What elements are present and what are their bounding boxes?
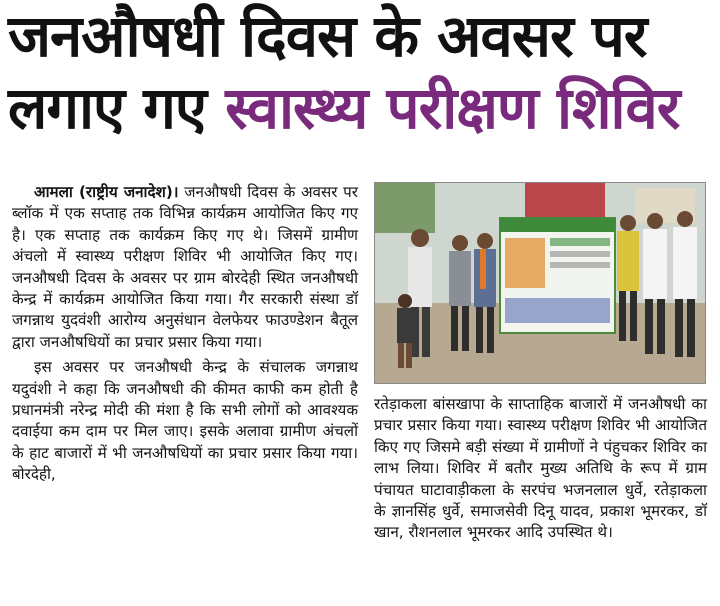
banner-text-line (550, 262, 610, 268)
banner-photo-strip (505, 298, 610, 323)
headline-line-2-highlight: स्वास्थ्य परीक्षण शिविर (225, 74, 680, 142)
banner-text-line (550, 238, 610, 246)
banner-orange-panel (505, 238, 545, 288)
article-column-right (374, 394, 707, 544)
banner-header-strip (500, 218, 615, 232)
headline (8, 0, 712, 144)
article-paragraph-1 (12, 182, 358, 353)
headline-line-2 (8, 72, 712, 144)
headline-line-1: जनऔषधी दिवस के अवसर पर (8, 2, 647, 70)
article-column-left (12, 182, 358, 486)
article-paragraph-3: रतेड़ाकला बांसखापा के साप्ताहिक बाजारों में जनऔषधी का प्रचार प्रसार किया गया। स्वास्थ्य परीक्षण शिविर भी आयोजित किए गए जिसमे बड़ी संख्या में ग्रामीणों ने पंहुचकर शिविर का लाभ लिया। शिविर में बतौर मुख्य अतिथि के रूप में ग्राम पंचायत घाटावाड़ीकला के सरपंच भजनलाल धुर्वे, रतेड़ाकला के ज्ञानसिंह धुर्वे, समाजसेवी दिनू यादव, प्रकाश भूमरकर, डॉ खान, रौशनलाल भूमरकर आदि उपस्थित थे। (374, 395, 707, 542)
event-photo-illustration (375, 183, 705, 383)
dateline: आमला (राष्ट्रीय जनादेश)। (34, 183, 179, 201)
headline-line-2-plain: लगाए गए (8, 74, 226, 142)
event-photo (374, 182, 706, 384)
article-paragraph-2: इस अवसर पर जनऔषधी केन्द्र के संचालक जगन्नाथ यदुवंशी ने कहा कि जनऔषधी की कीमत काफी कम होती है प्रधानमंत्री नरेन्द्र मोदी की मंशा है कि सभी लोगों को आवश्यक दवाईया कम दाम पर मिल जाए। इसके अलावा ग्रामीण अंचलों के हाट बाजारों में भी जनऔषधियों का प्रचार प्रसार किया गया। बोरदेही, (12, 358, 358, 484)
photo-tree (375, 183, 435, 233)
paragraph-1-text: जनऔषधी दिवस के अवसर पर ब्लॉक में एक सप्ताह तक विभिन्न कार्यक्रम आयोजित किए गए है। एक सप्ताह तक कार्यक्रम किए गए थे। जिसमें ग्रामीण अंचलो में स्वास्थ्य परीक्षण शिविर भी आयोजित किए गए। जनऔषधी दिवस के अवसर पर ग्राम बोरदेही स्थित जनऔषधी केन्द्र में कार्यक्रम आयोजित किया गया। गैर सरकारी संस्था डॉ जगन्नाथ युदवंशी आरोग्य अनुसंधान वेलफेयर फाउण्डेशन बैतूल द्वारा जनऔषधियों का प्रचार प्रसार किया गया। (12, 183, 358, 351)
banner-text-line (550, 251, 610, 257)
